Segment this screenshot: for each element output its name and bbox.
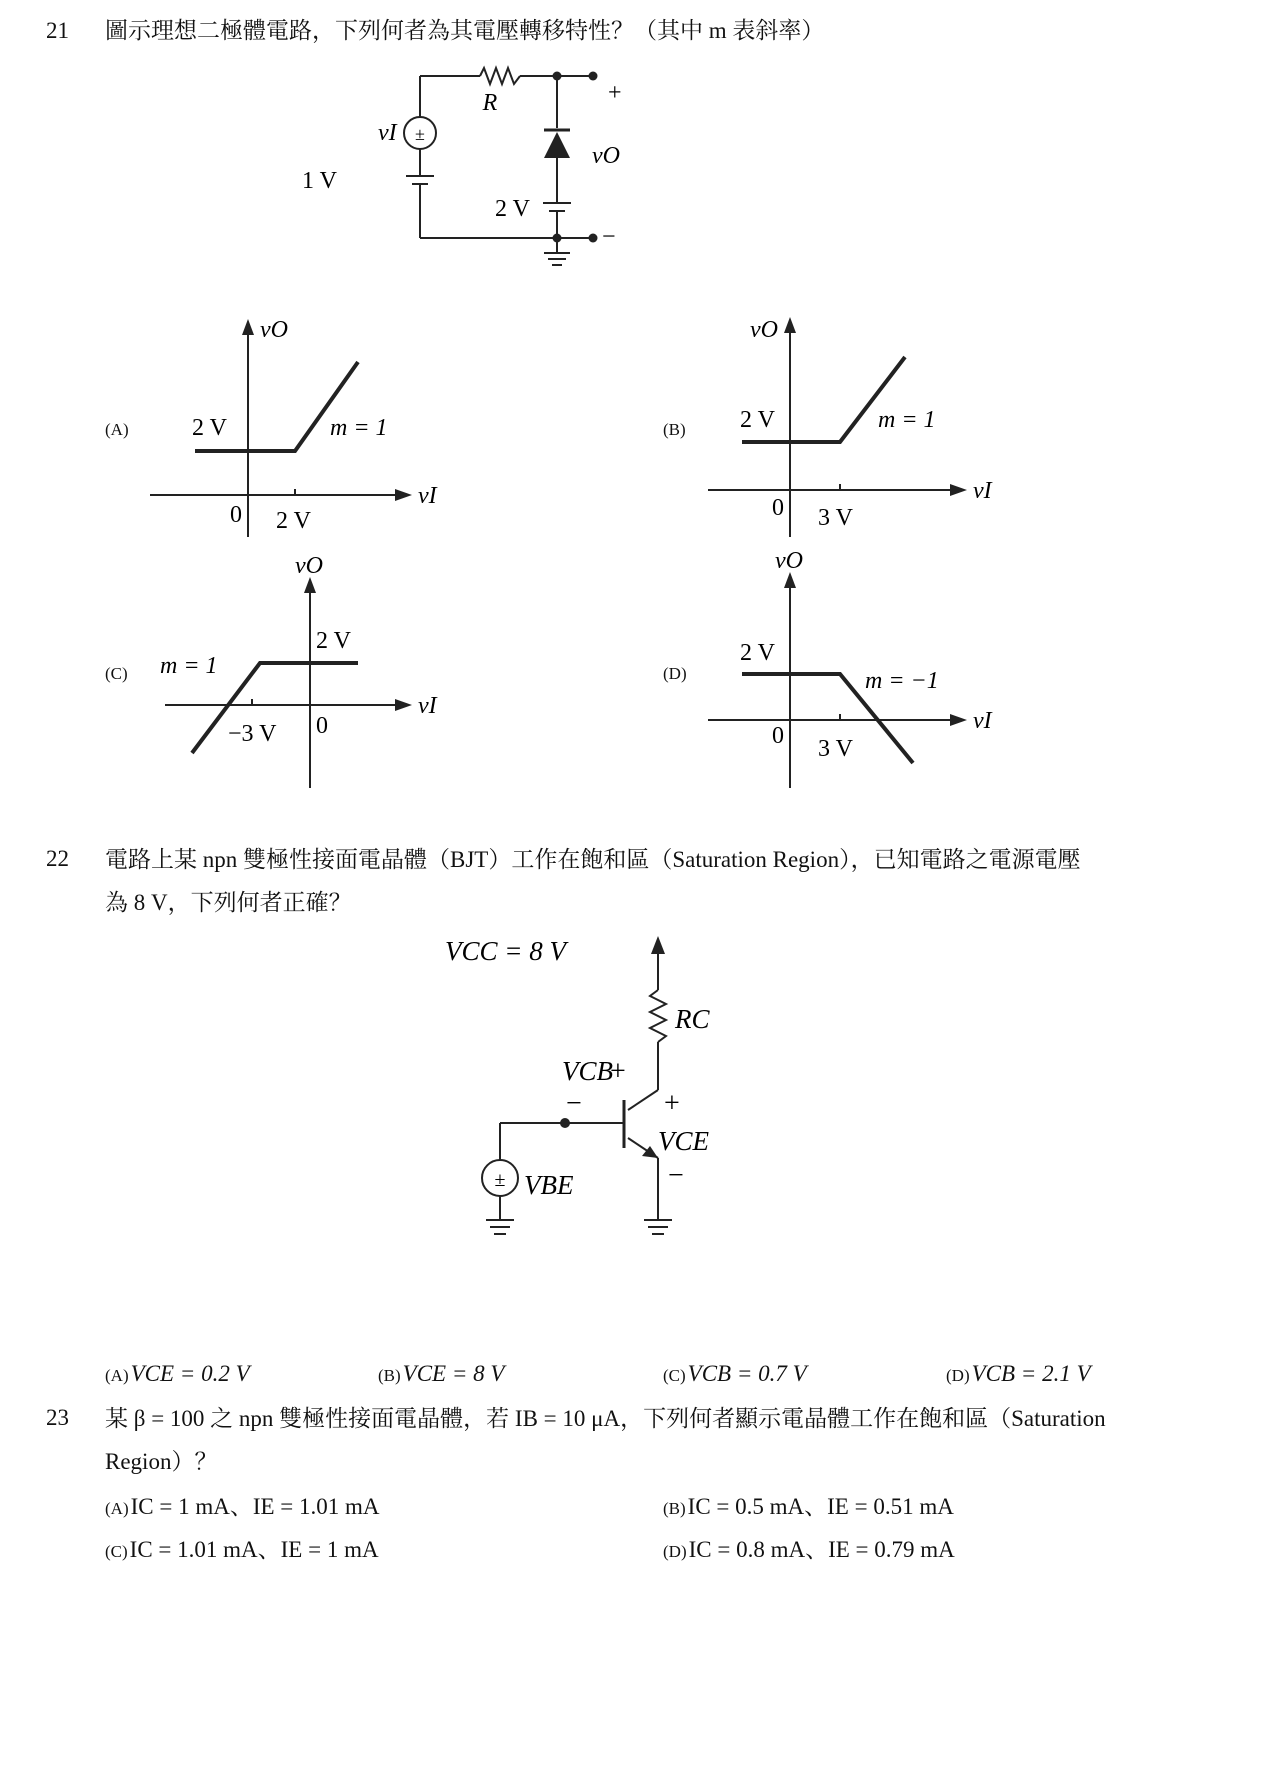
svg-text:0: 0 — [316, 713, 328, 739]
svg-text:0: 0 — [230, 502, 242, 528]
vcb-plus: + — [610, 1056, 626, 1087]
svg-text:2 V: 2 V — [276, 508, 311, 534]
svg-text:vO: vO — [260, 317, 288, 343]
option-d[interactable]: (D)VCB = 2.1 V — [946, 1361, 1091, 1386]
option-label: (B) — [663, 420, 686, 439]
svg-text:vO: vO — [295, 553, 323, 579]
svg-text:0: 0 — [772, 495, 784, 521]
resistor-icon — [650, 990, 666, 1042]
question-number: 21 — [46, 18, 69, 43]
resistor-icon — [480, 68, 520, 84]
vin-label: vI — [378, 120, 397, 146]
svg-text:2 V: 2 V — [316, 628, 351, 654]
vbe-label: VBE — [524, 1170, 574, 1200]
svg-text:m = 1: m = 1 — [330, 415, 388, 441]
svg-text:0: 0 — [772, 723, 784, 749]
graph-c — [140, 553, 460, 793]
option-c[interactable]: (C)IC = 1.01 mA、IE = 1 mA — [105, 1537, 379, 1562]
option-label: (A) — [105, 420, 129, 439]
svg-text:m = 1: m = 1 — [160, 653, 218, 679]
option-d[interactable]: (D)IC = 0.8 mA、IE = 0.79 mA — [663, 1537, 955, 1562]
svg-text:2 V: 2 V — [192, 415, 227, 441]
question-number: 22 — [46, 846, 69, 871]
source1-label: 1 V — [302, 168, 337, 194]
svg-text:vI: vI — [418, 483, 437, 509]
option-b[interactable]: (B)IC = 0.5 mA、IE = 0.51 mA — [663, 1494, 954, 1519]
vcb-label: VCB — [562, 1056, 613, 1086]
svg-text:vO: vO — [750, 317, 778, 343]
minus-sign: − — [602, 224, 616, 250]
svg-text:−3 V: −3 V — [228, 721, 277, 747]
question-text-line1: 某 β = 100 之 npn 雙極性接面電晶體，若 IB = 10 μA，下列何者顯示電晶體工作在飽和區（Saturation — [105, 1406, 1106, 1431]
svg-text:vI: vI — [418, 693, 437, 719]
vce-minus: − — [668, 1160, 684, 1191]
svg-text:vI: vI — [973, 708, 992, 734]
question-text: 圖示理想二極體電路，下列何者為其電壓轉移特性？（其中 m 表斜率） — [105, 18, 825, 43]
graph-d — [700, 548, 1010, 793]
question-number: 23 — [46, 1405, 69, 1430]
option-a[interactable]: (A)IC = 1 mA、IE = 1.01 mA — [105, 1494, 380, 1519]
svg-text:2 V: 2 V — [740, 407, 775, 433]
resistor-label: R — [482, 90, 498, 116]
vcc-label: VCC = 8 V — [445, 936, 566, 966]
option-a[interactable]: (A)VCE = 0.2 V — [105, 1361, 250, 1386]
diode-circuit — [302, 58, 670, 288]
svg-text:vO: vO — [775, 548, 803, 574]
svg-text:vI: vI — [973, 478, 992, 504]
question-text-line1: 電路上某 npn 雙極性接面電晶體（BJT）工作在飽和區（Saturation Region），已知電路之電源電壓 — [105, 847, 1081, 872]
svg-text:m = −1: m = −1 — [865, 668, 939, 694]
svg-text:m = 1: m = 1 — [878, 407, 936, 433]
svg-text:±: ± — [415, 124, 425, 144]
option-c[interactable]: (C)VCB = 0.7 V — [663, 1361, 807, 1386]
svg-text:±: ± — [494, 1169, 506, 1191]
graph-a — [140, 315, 460, 545]
plus-sign: + — [608, 80, 622, 106]
supply-arrow-icon — [651, 936, 665, 954]
bjt-circuit — [445, 930, 750, 1310]
graph-b — [700, 315, 1010, 545]
option-b[interactable]: (B)VCE = 8 V — [378, 1361, 505, 1386]
svg-text:3 V: 3 V — [818, 736, 853, 762]
vcb-minus: − — [566, 1088, 582, 1119]
option-label: (C) — [105, 664, 128, 683]
svg-text:3 V: 3 V — [818, 505, 853, 531]
source2-label: 2 V — [495, 196, 530, 222]
rc-label: RC — [675, 1004, 710, 1034]
vce-label: VCE — [658, 1126, 709, 1156]
question-text-line2: 為 8 V，下列何者正確？ — [105, 890, 352, 915]
question-text-line2: Region）？ — [105, 1449, 218, 1474]
vce-plus: + — [664, 1088, 680, 1119]
svg-text:2 V: 2 V — [740, 640, 775, 666]
vout-label: vO — [592, 143, 620, 169]
option-label: (D) — [663, 664, 687, 683]
diode-icon — [544, 132, 570, 158]
